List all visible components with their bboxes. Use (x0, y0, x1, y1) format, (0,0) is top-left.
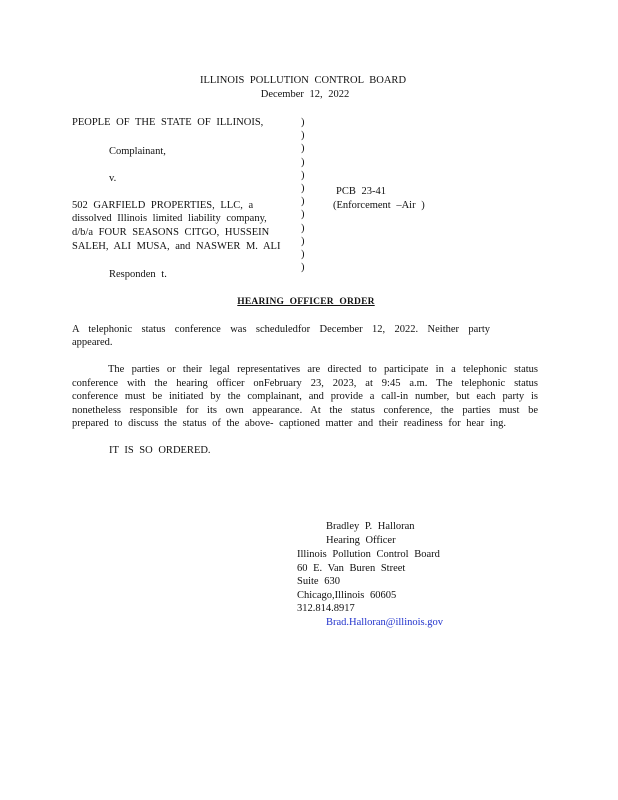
case-number: PCB 23-41 (336, 186, 386, 197)
respondent-line-2: dissolved Illinois limited liability company, (72, 213, 267, 224)
respondent-label: Responden t. (109, 269, 167, 280)
paragraph-2: The parties or their legal representatives are directed to participate in a telephonic status conference with the hearing officer onFebruary 23, 2023, at 9:45 a.m. The telephonic status conference must be initiated by the complainant, and provide a call-in number, but each party is nonetheless responsible for its own appearance. At the status conference, the parties must be prepared to discuss the status of the above- captioned matter and their readiness for hear ing. (72, 364, 538, 430)
signer-city: Chicago,Illinois 60605 (297, 590, 397, 601)
order-title: HEARING OFFICER ORDER (237, 297, 375, 307)
versus-label: v. (109, 173, 117, 184)
board-heading: ILLINOIS POLLUTION CONTROL BOARD (199, 75, 407, 86)
signer-email-link[interactable]: Brad.Halloran@illinois.gov (326, 617, 443, 628)
case-type: (Enforcement –Air ) (333, 200, 425, 211)
paragraph-1: A telephonic status conference was scheduledfor December 12, 2022. Neither party appeared. (72, 324, 490, 348)
caption-parentheses: ) ) ) ) ) ) ) ) ) ) ) ) (301, 117, 305, 274)
signer-suite: Suite 630 (297, 576, 340, 587)
signer-organization: Illinois Pollution Control Board (297, 549, 440, 560)
signer-title: Hearing Officer (326, 535, 396, 546)
complainant-label: Complainant, (109, 146, 166, 157)
signer-name: Bradley P. Halloran (326, 521, 415, 532)
complainant-name: PEOPLE OF THE STATE OF ILLINOIS, (72, 117, 264, 128)
signer-street: 60 E. Van Buren Street (297, 563, 406, 574)
signer-phone: 312.814.8917 (297, 603, 355, 614)
order-date: December 12, 2022 (260, 89, 350, 100)
respondent-line-1: 502 GARFIELD PROPERTIES, LLC, a (72, 200, 254, 211)
so-ordered: IT IS SO ORDERED. (109, 445, 211, 456)
respondent-line-3: d/b/a FOUR SEASONS CITGO, HUSSEIN (72, 227, 270, 238)
respondent-line-4: SALEH, ALI MUSA, and NASWER M. ALI (72, 241, 281, 252)
